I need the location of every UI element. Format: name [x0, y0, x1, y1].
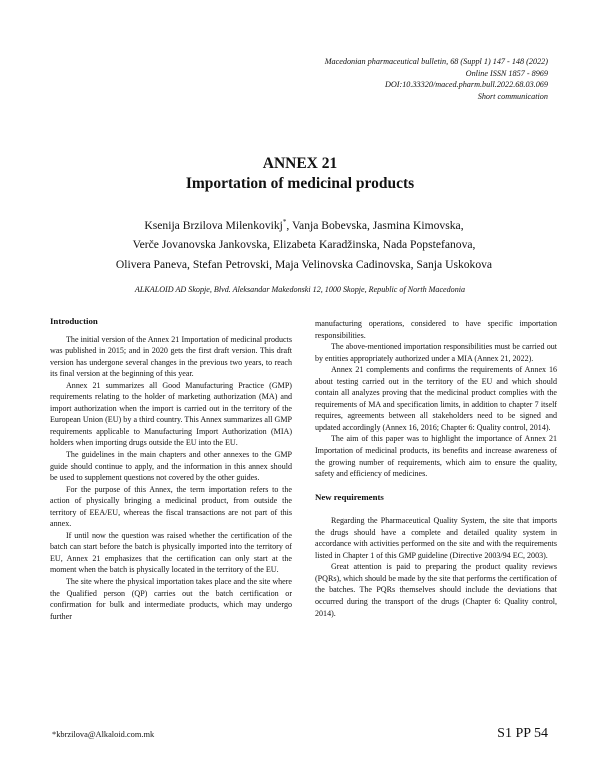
paragraph: Great attention is paid to preparing the product quality reviews (PQRs), which should be made by the site that performs the certification of the batches. The PQRs themselves should include the deviations that occurred during the transport of the drugs (Chapter 6: Quality control, 2014).: [315, 562, 558, 618]
corresponding-author: Ksenija Brzilova Milenkovikj: [144, 218, 283, 232]
journal-doi: DOI:10.33320/maced.pharm.bull.2022.68.03.069: [384, 80, 548, 90]
journal-citation: Macedonian pharmaceutical bulletin, 68 (Suppl 1) 147 - 148 (2022): [324, 57, 548, 66]
title-line-1: ANNEX 21: [262, 155, 338, 172]
journal-issn: Online ISSN 1857 - 8969: [465, 68, 548, 78]
paragraph: Annex 21 summarizes all Good Manufacturing Practice (GMP) requirements relating to the holder of marketing authorization (MA) and import authorization when the import is carried out in the territory of the European Union (EU) by a third country. This Annex summarizes all GMP requirements applicable to Manufacturing Import Authorization (MIA) holders when importing drugs outside the EU into the EU.: [50, 380, 292, 448]
paragraph: The aim of this paper was to highlight the importance of Annex 21 Importation of medicinal products, its benefits and increase awareness of the growing number of requirements, which aim to ensure the quality, safety and efficiency of medicines.: [315, 434, 557, 479]
section-heading-introduction: Introduction: [50, 316, 98, 326]
left-column: [50, 316, 292, 622]
paragraph: Regarding the Pharmaceutical Quality System, the site that imports the drugs should have a complete and detailed quality system in accordance with activities performed on the site and with the requirements listed in Chapter 1 of this GMP guideline (Directive 2003/94 EC, 2003).: [315, 516, 557, 560]
paragraph: manufacturing operations, considered to have specific importation responsibilities.: [315, 319, 557, 340]
corresponding-mark: *: [282, 218, 287, 226]
paragraph: Annex 21 complements and confirms the requirements of Annex 16 about testing carried out in the territory of the EU and which should contain all analyzes proving that the medicinal product complies with the requirements of MA and specification limits, in addition to chapter 7 itself requires, agreements between all stakeholders need to be signed and updated accordingly (Annex 16, 2016; Chapter 6: Quality control, 2014).: [315, 365, 557, 432]
paragraph: The above-mentioned importation responsibilities must be carried out by entities appropriately authorized under a MIA (Annex 21, 2022).: [315, 342, 557, 363]
paragraph: The site where the physical importation takes place and the site where the Qualified person (QP) carries out the batch certification or confirmation for bulk and intermediate products, which may undergo further: [50, 577, 292, 621]
paragraph: The guidelines in the main chapters and other annexes to the GMP guide should continue to apply, and the information in this annex should be used to supplement questions not covered by the other guides.: [50, 450, 292, 483]
page-number: S1 PP 54: [497, 726, 548, 741]
paragraph: For the purpose of this Annex, the term importation refers to the action of physically bringing a medicinal product, from outside the territory of EEA/EU, whereas the fiscal transactions are not part of this annex.: [50, 484, 292, 529]
correspondence-email: *kbrzilova@Alkaloid.com.mk: [52, 730, 155, 739]
author-line-1-rest: , Vanja Bobevska, Jasmina Kimovska,: [286, 218, 464, 232]
author-line-2: Verče Jovanovska Jankovska, Elizabeta Karadžinska, Nada Popstefanova,: [132, 238, 476, 252]
author-line-3: Olivera Paneva, Stefan Petrovski, Maja Velinovska Cadinovska, Sanja Uskokova: [115, 257, 493, 271]
title-line-2: Importation of medicinal products: [185, 175, 415, 192]
journal-header: [325, 56, 548, 102]
author-line-1: [70, 213, 538, 235]
paragraph: The initial version of the Annex 21 Importation of medicinal products was published in 2015; and in 2020 gets the first draft version. This draft version has undergone several changes in the previous two years, to reach its final version at the beginning of this year.: [50, 334, 292, 379]
article-title: [0, 154, 600, 194]
paragraph: If until now the question was raised whether the certification of the batch can start before the batch is physically imported into the territory of EU, Annex 21 emphasizes that the certification can only start at the moment when the batch is physically located in the territory of the EU.: [50, 530, 292, 575]
author-list: [70, 213, 538, 274]
affiliation: ALKALOID AD Skopje, Blvd. Aleksandar Makedonski 12, 1000 Skopje, Republic of North Macedonia: [134, 285, 466, 294]
right-column: [315, 318, 557, 619]
article-type: Short communication: [477, 91, 548, 101]
section-heading-new-requirements: New requirements: [315, 491, 384, 502]
